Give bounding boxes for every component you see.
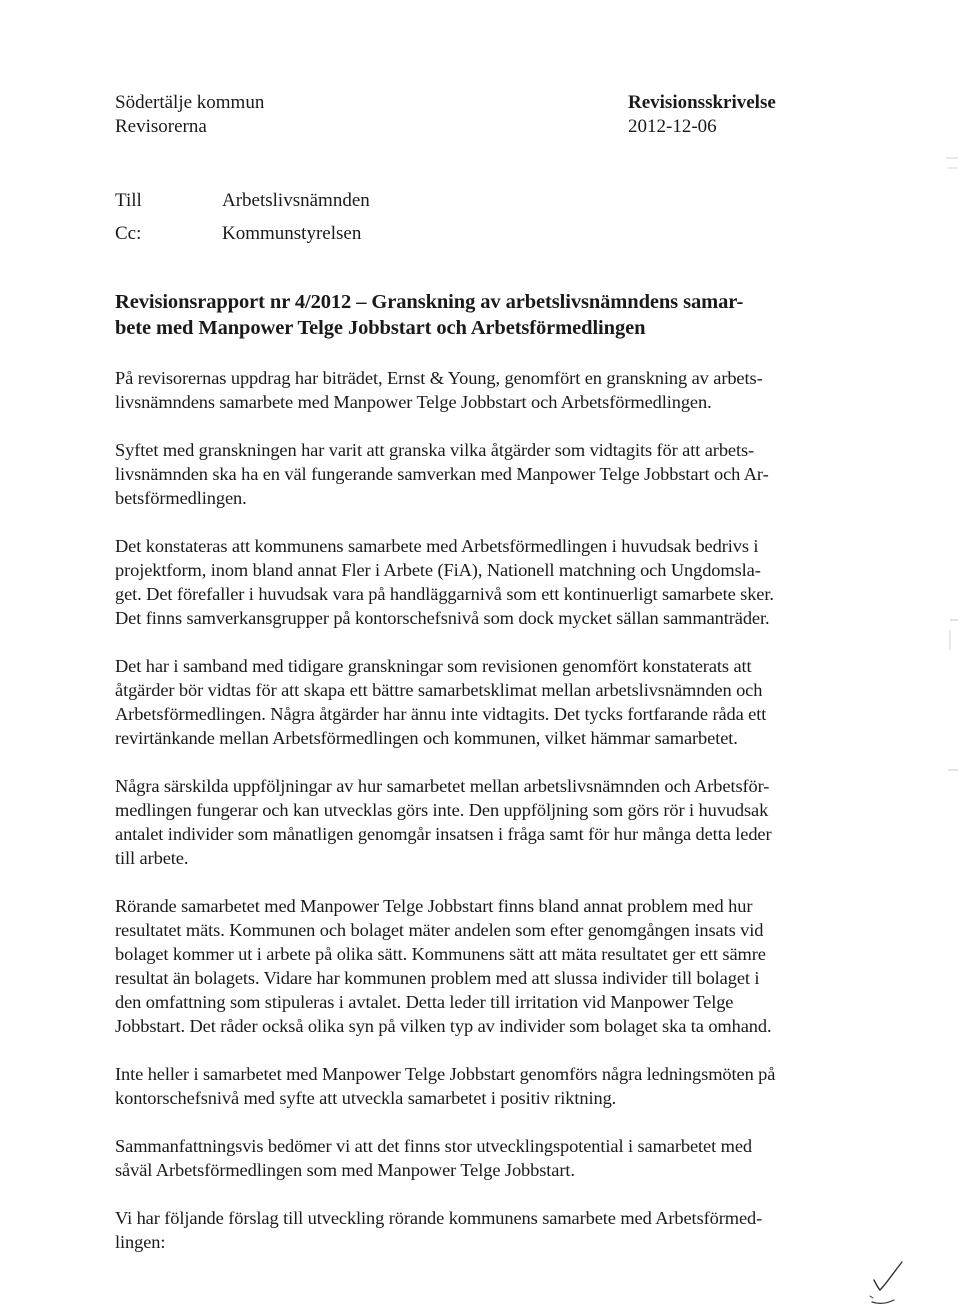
text-line: Inte heller i samarbetet med Manpower Telge Jobbstart genomförs några ledningsmöten på [115, 1064, 776, 1084]
text-line: resultatet mäts. Kommunen och bolaget mäter andelen som efter genomgången insats vid [115, 920, 764, 940]
recipients-block [115, 184, 370, 250]
paragraph-7 [115, 1062, 845, 1110]
paragraph-5 [115, 774, 845, 870]
text-line: get. Det förefaller i huvudsak vara på handläggarnivå som ett kontinuerligt samarbete sker. [115, 584, 774, 604]
paragraph-8 [115, 1134, 845, 1182]
paragraph-4 [115, 654, 845, 750]
text-line: projektform, inom bland annat Fler i Arbete (FiA), Nationell matchning och Ungdomsla- [115, 560, 761, 580]
text-line: revirtänkande mellan Arbetsförmedlingen och kommunen, vilket hämmar samarbetet. [115, 728, 738, 748]
cc-row [115, 217, 370, 250]
text-line: Sammanfattningsvis bedömer vi att det finns stor utvecklingspotential i samarbetet med [115, 1136, 752, 1156]
text-line: bolaget kommer ut i arbete på olika sätt. Kommunens sätt att mäta resultatet ger ett sämre [115, 944, 766, 964]
to-label: Till [115, 190, 142, 211]
text-line: Några särskilda uppföljningar av hur samarbetet mellan arbetslivsnämnden och Arbetsför- [115, 776, 770, 796]
paragraph-3 [115, 534, 845, 630]
paragraph-1 [115, 366, 845, 414]
letterhead-meta [628, 91, 776, 139]
text-line: Arbetsförmedlingen. Några åtgärder har ännu inte vidtagits. Det tycks fortfarande råda ett [115, 704, 767, 724]
text-line: Jobbstart. Det råder också olika syn på vilken typ av individer som bolaget ska ta omhand. [115, 1016, 772, 1036]
text-line: medlingen fungerar och kan utvecklas görs inte. Den uppföljning som görs rör i huvudsak [115, 800, 769, 820]
text-line: kontorschefsnivå med syfte att utveckla samarbetet i positiv riktning. [115, 1088, 617, 1108]
to-value: Arbetslivsnämnden [222, 190, 370, 211]
text-line: betsförmedlingen. [115, 488, 247, 508]
text-line: På revisorernas uppdrag har biträdet, Ernst & Young, genomfört en granskning av arbets- [115, 368, 763, 388]
text-line: såväl Arbetsförmedlingen som med Manpower Telge Jobbstart. [115, 1160, 575, 1180]
title-line: Revisionsrapport nr 4/2012 – Granskning av arbetslivsnämndens samar- [115, 291, 744, 313]
scan-margin-marks [940, 150, 960, 1050]
text-line: livsnämndens samarbete med Manpower Telge Jobbstart och Arbetsförmedlingen. [115, 392, 712, 412]
document-date: 2012-12-06 [628, 116, 717, 137]
paragraph-2 [115, 438, 845, 510]
text-line: den omfattning som stipuleras i avtalet. Detta leder till irritation vid Manpower Telge [115, 992, 734, 1012]
text-line: åtgärder bör vidtas för att skapa ett bättre samarbetsklimat mellan arbetslivsnämnden och [115, 680, 763, 700]
text-line: Det har i samband med tidigare granskningar som revisionen genomfört konstaterats att [115, 656, 752, 676]
paragraph-9 [115, 1206, 845, 1254]
report-title [115, 289, 845, 341]
text-line: Syftet med granskningen har varit att granska vilka åtgärder som vidtagits för att arbets- [115, 440, 755, 460]
letter-body [115, 289, 845, 1278]
text-line: Rörande samarbetet med Manpower Telge Jobbstart finns bland annat problem med hur [115, 896, 753, 916]
text-line: resultat än bolagets. Vidare har kommunen problem med att slussa individer till bolaget i [115, 968, 760, 988]
text-line: till arbete. [115, 848, 189, 868]
title-line: bete med Manpower Telge Jobbstart och Arbetsförmedlingen [115, 317, 646, 339]
paragraph-6 [115, 894, 845, 1038]
organization-name: Södertälje kommun [115, 92, 265, 113]
text-line: lingen: [115, 1232, 166, 1252]
cc-value: Kommunstyrelsen [222, 223, 362, 244]
department-name: Revisorerna [115, 116, 207, 137]
text-line: antalet individer som månatligen genomgår insatsen i fråga samt för hur många detta leder [115, 824, 772, 844]
text-line: livsnämnden ska ha en väl fungerande samverkan med Manpower Telge Jobbstart och Ar- [115, 464, 769, 484]
initials-signature [868, 1258, 908, 1308]
cc-label: Cc: [115, 223, 142, 244]
to-row [115, 184, 370, 217]
letterhead-sender [115, 91, 264, 139]
document-type: Revisionsskrivelse [628, 92, 776, 113]
text-line: Det finns samverkansgrupper på kontorschefsnivå som dock mycket sällan sammanträder. [115, 608, 770, 628]
text-line: Det konstateras att kommunens samarbete med Arbetsförmedlingen i huvudsak bedrivs i [115, 536, 759, 556]
text-line: Vi har följande förslag till utveckling rörande kommunens samarbete med Arbetsförmed- [115, 1208, 763, 1228]
